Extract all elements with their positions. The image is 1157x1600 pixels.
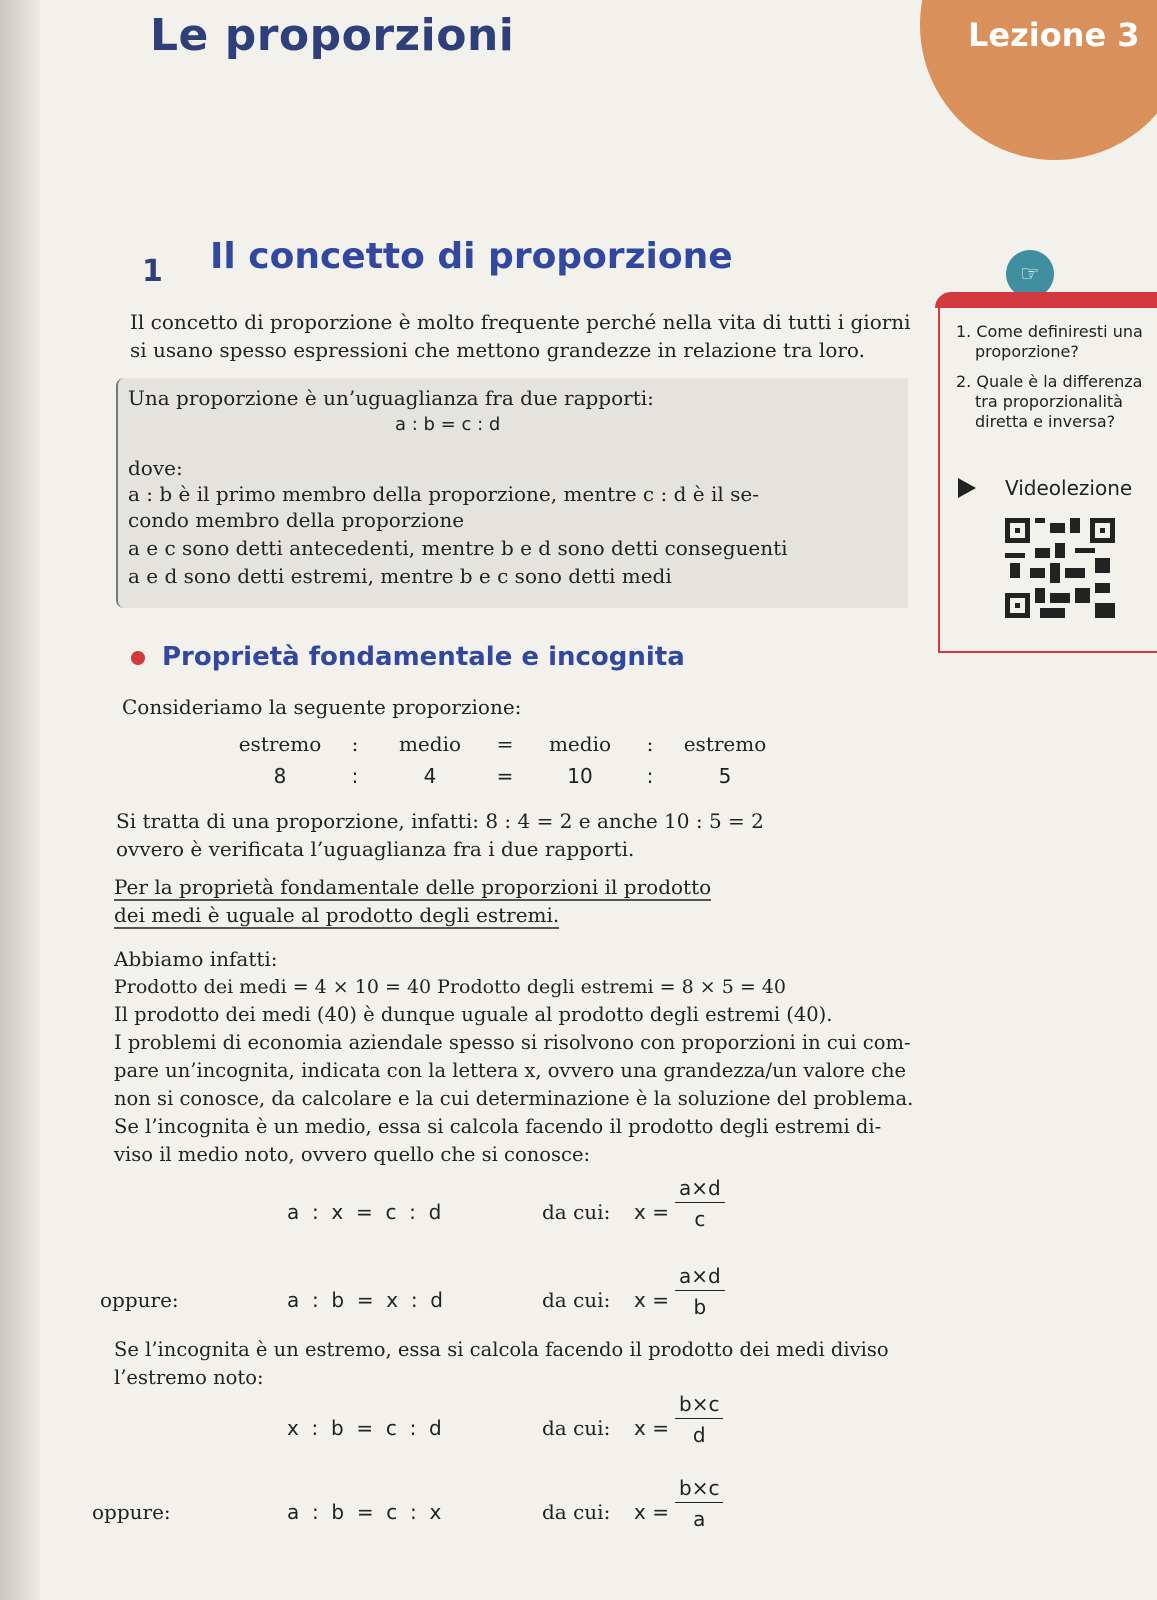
sidebar-question-1-cont: proporzione? [975, 342, 1079, 361]
products-line: Prodotto dei medi = 4 × 10 = 40 Prodotto degli estremi = 8 × 5 = 40 [114, 976, 786, 998]
section-number: 1 [142, 254, 163, 289]
paragraph-line-7: l’estremo noto: [114, 1366, 264, 1389]
paragraph-line-6: Se l’incognita è un estremo, essa si calcola facendo il prodotto dei medi diviso [114, 1338, 889, 1361]
hand-pointing-icon: ☞ [1006, 250, 1054, 298]
formula-2-lhs: x = [634, 1288, 669, 1312]
formula-2-dacui: da cui: [542, 1288, 611, 1312]
formula-3-numerator: b×c [675, 1392, 723, 1419]
formula-3-proportion: x : b = c : d [287, 1416, 442, 1440]
paragraph-line-1: I problemi di economia aziendale spesso si risolvono con proporzioni in cui com- [114, 1031, 911, 1054]
formula-4-fraction [675, 1476, 723, 1531]
definition-line-4: a e c sono detti antecedenti, mentre b e d sono detti conseguenti [128, 536, 788, 560]
page-edge-shadow [0, 0, 40, 1600]
value-cell: 4 [423, 764, 437, 788]
label-cell: = [496, 732, 514, 756]
formula-1-proportion: a : x = c : d [287, 1200, 442, 1224]
value-cell: : [646, 764, 654, 788]
abbiamo-text: Abbiamo infatti: [114, 947, 278, 971]
check-line-1: Si tratta di una proporzione, infatti: 8 : 4 = 2 e anche 10 : 5 = 2 [116, 809, 764, 833]
paragraph-line-4: Se l’incognita è un medio, essa si calcola facendo il prodotto degli estremi di- [114, 1115, 882, 1138]
formula-4-denominator: a [693, 1507, 706, 1531]
label-cell: medio [398, 732, 462, 756]
paragraph-line-5: viso il medio noto, ovvero quello che si conosce: [114, 1143, 591, 1166]
definition-formula: a : b = c : d [395, 414, 501, 435]
formula-2-prefix: oppure: [100, 1288, 179, 1312]
label-cell: : [646, 732, 654, 756]
sidebar-bottom-border [938, 651, 1157, 653]
label-cell: : [351, 732, 359, 756]
formula-3-denominator: d [692, 1423, 706, 1447]
definition-line-3: condo membro della proporzione [128, 508, 465, 532]
conclusion-line: Il prodotto dei medi (40) è dunque uguale al prodotto degli estremi (40). [114, 1003, 833, 1026]
label-cell: medio [548, 732, 612, 756]
check-line-2: ovvero è verificata l’uguaglianza fra i due rapporti. [116, 837, 635, 861]
label-cell: estremo [238, 732, 322, 756]
formula-4-prefix: oppure: [92, 1500, 171, 1524]
formula-2-numerator: a×d [675, 1264, 725, 1291]
definition-line-1: Una proporzione è un’uguaglianza fra due rapporti: [128, 386, 654, 410]
formula-4-lhs: x = [634, 1500, 669, 1524]
intro-line-1: Il concetto di proporzione è molto frequente perché nella vita di tutti i giorni [130, 310, 911, 334]
intro-line-2: si usano spesso espressioni che mettono grandezze in relazione tra loro. [130, 338, 865, 362]
sidebar-border [938, 305, 940, 652]
formula-2-fraction [675, 1264, 725, 1319]
definition-dove: dove: [128, 456, 183, 480]
formula-1-lhs: x = [634, 1200, 669, 1224]
formula-3-dacui: da cui: [542, 1416, 611, 1440]
formula-1-numerator: a×d [675, 1176, 725, 1203]
consider-text: Consideriamo la seguente proporzione: [122, 695, 522, 719]
proportion-labels-row [230, 732, 780, 756]
definition-line-2: a : b è il primo membro della proporzione, mentre c : d è il se- [128, 482, 759, 506]
rule-line-1-text: Per la proprietà fondamentale delle proporzioni il prodotto [114, 875, 712, 899]
sidebar-question-2: 2. Quale è la differenza [956, 372, 1143, 391]
value-cell: 10 [567, 764, 593, 788]
sidebar-question-1: 1. Come definiresti una [956, 322, 1143, 341]
paragraph-line-3: non si conosce, da calcolare e la cui determinazione è la soluzione del problema. [114, 1087, 914, 1110]
rule-line-2-text: dei medi è uguale al prodotto degli estremi. [114, 903, 560, 927]
rule-line-1 [114, 873, 711, 901]
value-cell: = [496, 764, 514, 788]
formula-4-numerator: b×c [675, 1476, 723, 1503]
sidebar-question-2-cont2: diretta e inversa? [975, 412, 1116, 431]
formula-2-proportion: a : b = x : d [287, 1288, 444, 1312]
formula-3-lhs: x = [634, 1416, 669, 1440]
subsection-heading: Proprietà fondamentale e incognita [162, 642, 685, 672]
proportion-values-row [230, 764, 780, 788]
formula-2-denominator: b [693, 1295, 707, 1319]
formula-4-dacui: da cui: [542, 1500, 611, 1524]
label-cell: estremo [683, 732, 767, 756]
qr-code-icon[interactable] [1005, 518, 1115, 618]
formula-3-fraction [675, 1392, 723, 1447]
value-cell: 8 [273, 764, 287, 788]
definition-line-5: a e d sono detti estremi, mentre b e c sono detti medi [128, 564, 672, 588]
value-cell: 5 [718, 764, 732, 788]
sidebar-top-bar [935, 292, 1157, 308]
play-icon[interactable] [958, 478, 976, 498]
video-lesson-link[interactable]: Videolezione [1005, 476, 1133, 500]
formula-4-proportion: a : b = c : x [287, 1500, 442, 1524]
section-bullet [131, 651, 145, 665]
formula-1-denominator: c [694, 1207, 706, 1231]
value-cell: : [351, 764, 359, 788]
rule-line-2 [114, 901, 559, 929]
paragraph-line-2: pare un’incognita, indicata con la lettera x, ovvero una grandezza/un valore che [114, 1059, 907, 1082]
section-title: Il concetto di proporzione [210, 236, 733, 277]
formula-1-fraction [675, 1176, 725, 1231]
lesson-label: Lezione 3 [968, 16, 1140, 54]
page-title: Le proporzioni [150, 10, 515, 61]
formula-1-dacui: da cui: [542, 1200, 611, 1224]
sidebar-question-2-cont: tra proporzionalità [975, 392, 1123, 411]
